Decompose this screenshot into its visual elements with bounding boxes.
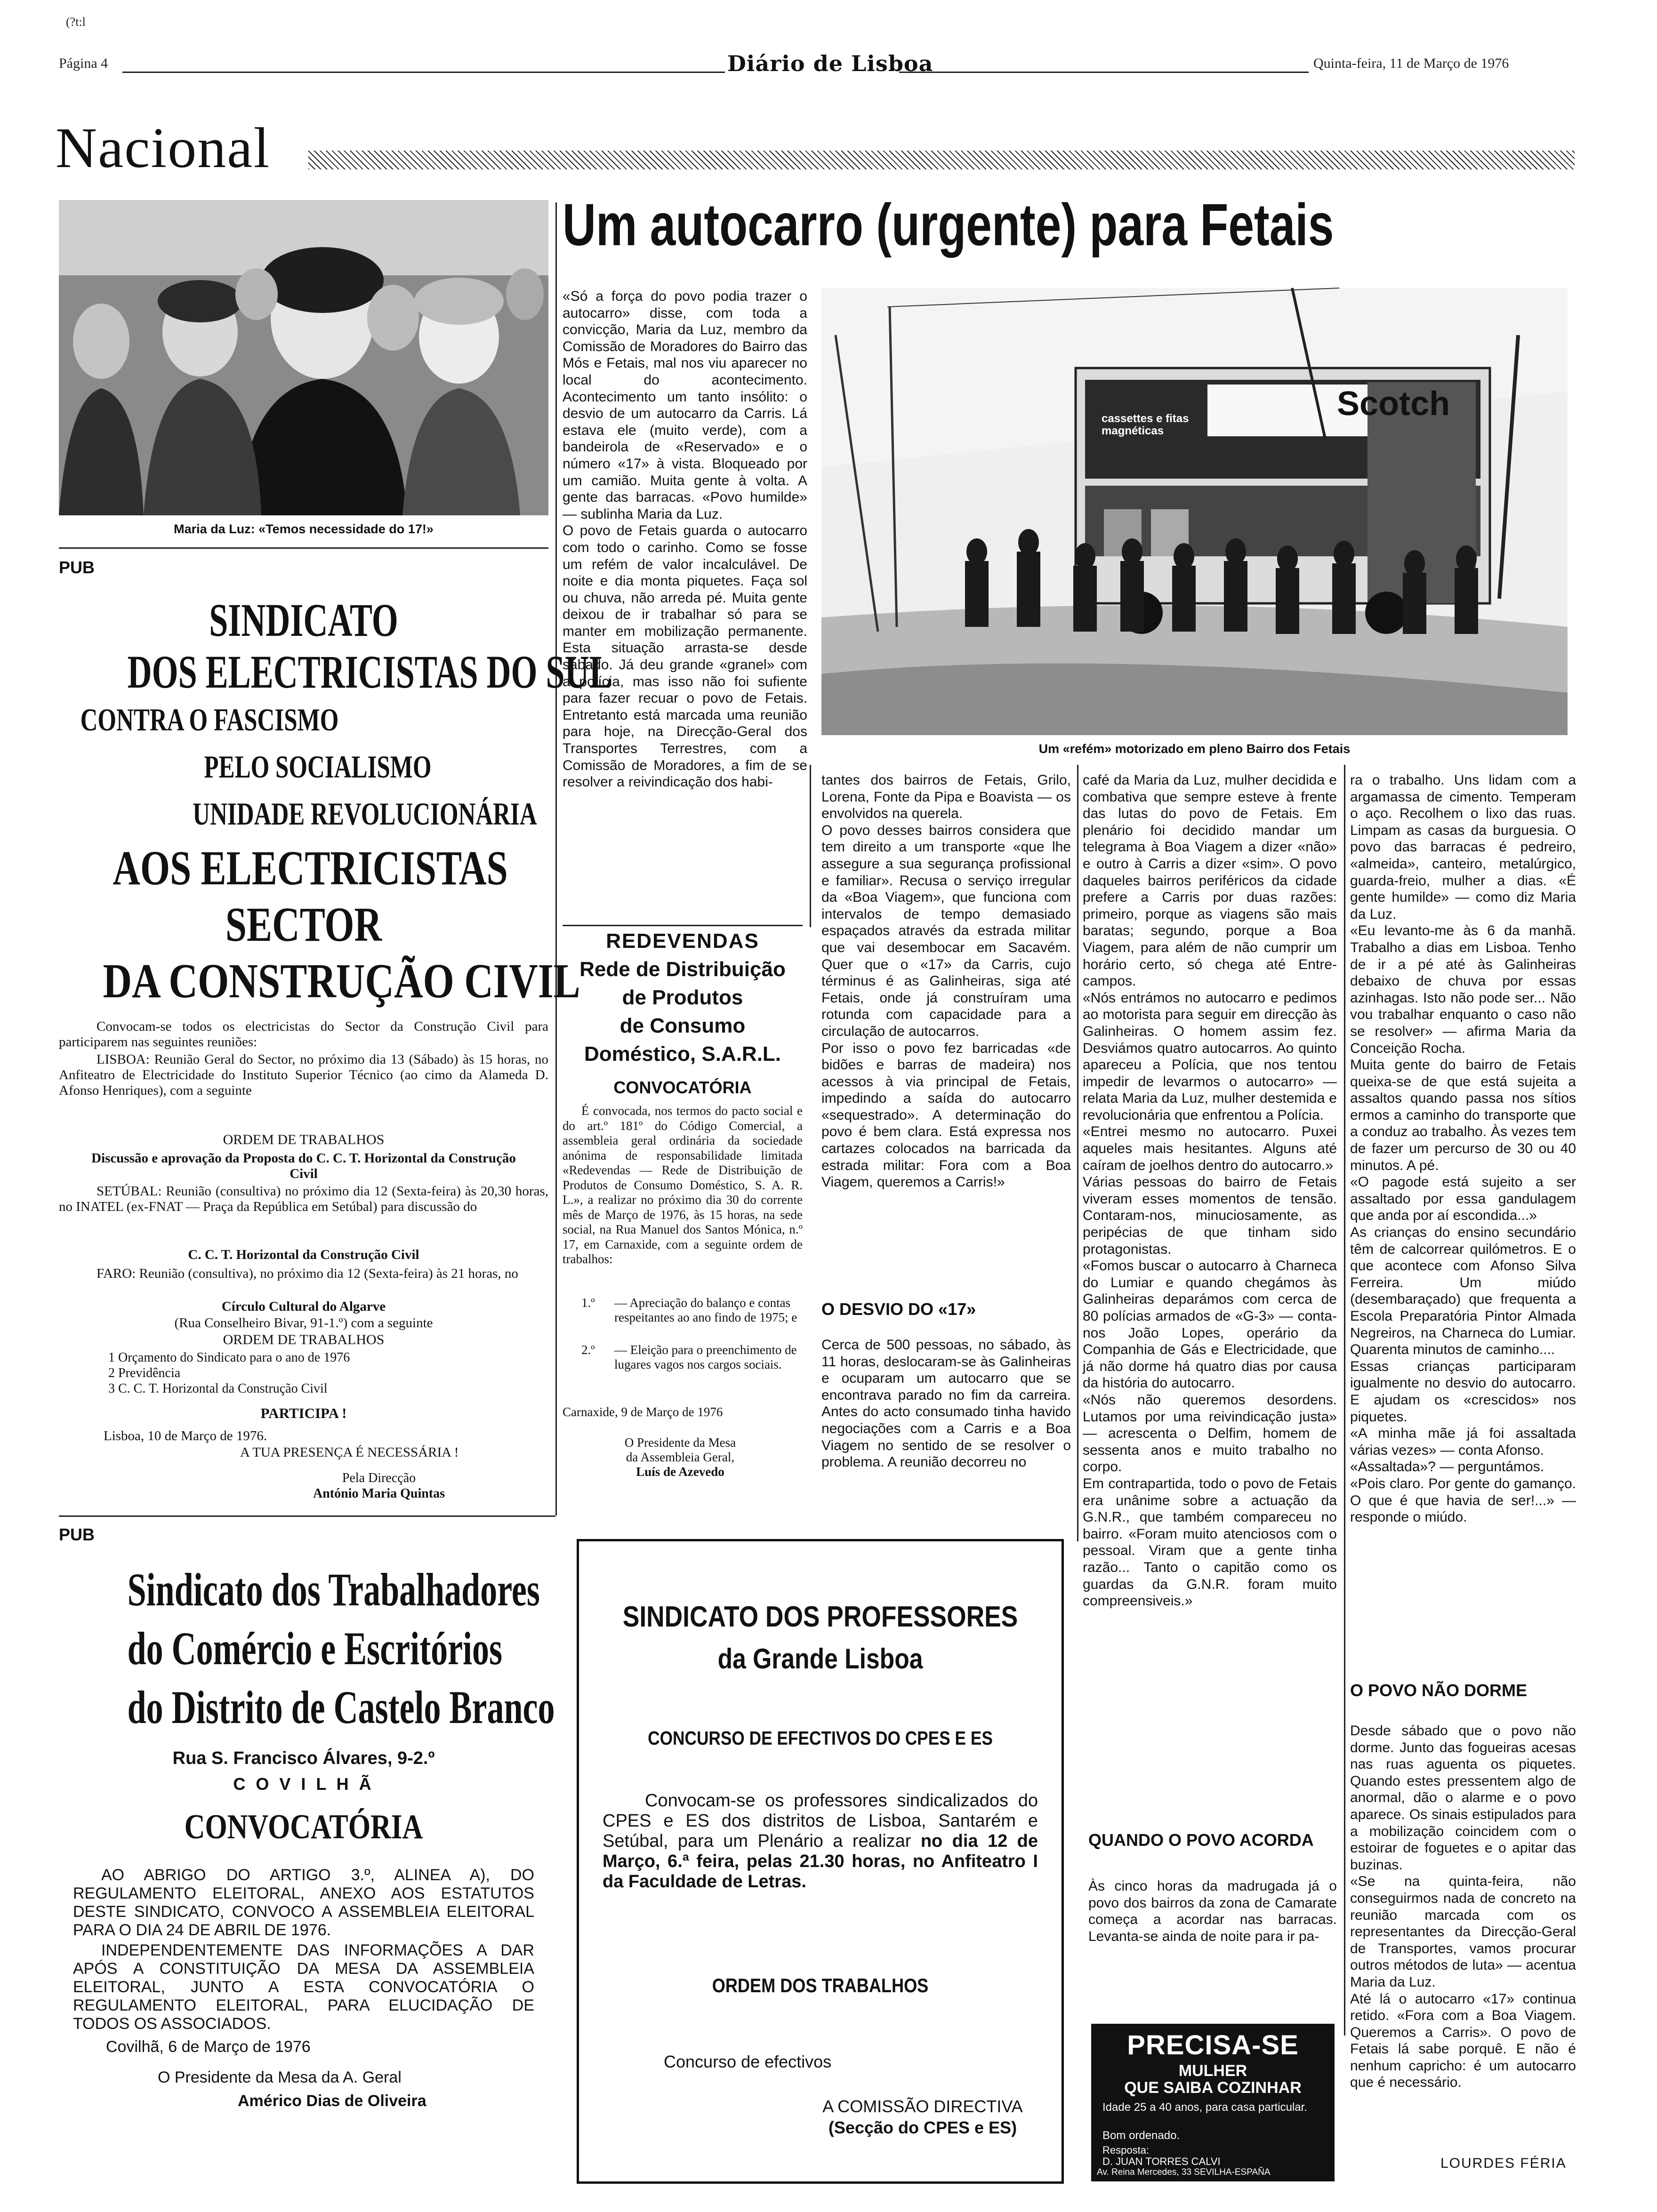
page-number: Página 4: [59, 56, 108, 71]
ad1-circulo: Círculo Cultural do Algarve: [221, 1299, 386, 1314]
section-title: Nacional: [56, 116, 271, 180]
ad2-addr: Rua S. Francisco Álvares, 9-2.º: [172, 1748, 435, 1768]
ad4-p1a: Convocam-se os professores sindicalizados do CPES e ES dos distritos de Lisboa, Santarém e Setúbal, para um Plenário a realizar: [603, 1791, 1038, 1851]
ad-professores: [577, 1539, 1064, 2184]
masthead: Diário de Lisboa: [727, 51, 933, 76]
ad1-data: Lisboa, 10 de Março de 1976.: [104, 1428, 267, 1443]
ad1-discussao: Discussão e aprovação da Proposta do C. C. T. Horizontal da Construção Civil: [91, 1151, 516, 1181]
column-divider-ad3-left: [555, 927, 557, 1515]
ad1-pela: Pela Direcção: [342, 1471, 416, 1485]
subhead-quando-acorda: QUANDO O POVO ACORDA: [1088, 1830, 1314, 1850]
article-col-2: tantes dos bairros de Fetais, Grilo, Lorena, Fonte da Pipa e Boavista — os envolvidos na querela. O povo desses bairros considera que tem direito a um transporte «que lhe assegure a sua segurança profissional e familiar». Recusa o serviço irregular da «Boa Viagem», que funciona com intervalos de tempo demasiado espaçados através da estrada militar que vai desembocar em Sacavém. Quer que o «17» da Carris, cujo términus é as Galinheiras, siga até Fetais, onde já construíram uma rotunda com capacidade para a circulação de autocarros. Por isso o povo fez barricadas «de bidões e barras de madeira) nos acessos à via principal de Fetais, impedindo a saída do autocarro «sequestrado». A determinação do povo é bem clara. Está expressa nos cartazes colocados na barricada da estrada militar: Fora com a Boa Viagem, queremos a Carris!»: [821, 772, 1071, 1190]
header-rule-left: [122, 72, 725, 73]
ad2-city: C O V I L H Ã: [233, 1774, 374, 1794]
ad3-date: Carnaxide, 9 de Março de 1976: [563, 1405, 723, 1419]
ad2-line-2: do Comércio e Escritórios: [127, 1622, 503, 1675]
ad1-item-2: 2 Previdência: [108, 1366, 181, 1380]
ad4-line-1: SINDICATO DOS PROFESSORES: [622, 1601, 1018, 1633]
column-divider-3: [1077, 765, 1078, 1541]
ad1-nome: António Maria Quintas: [313, 1486, 445, 1501]
bus-sign-text: cassettes e fitas magnéticas: [1102, 412, 1189, 438]
lead-photo: [59, 200, 548, 515]
ad3-line-3: de Produtos: [622, 986, 743, 1009]
subhead-desvio: O DESVIO DO «17»: [821, 1299, 976, 1319]
ad1-line-6: AOS ELECTRICISTAS: [113, 841, 508, 895]
ad2-sig-1: O Presidente da Mesa da A. Geral: [158, 2068, 402, 2086]
ad1-item-3: 3 C. C. T. Horizontal da Construção Civil: [108, 1381, 328, 1396]
bus-photo: [821, 288, 1568, 735]
ad1-line-7: SECTOR: [225, 898, 382, 952]
ad3-item-1-number: 1.º: [581, 1296, 595, 1310]
ad4-sig-2: (Secção do CPES e ES): [828, 2118, 1017, 2137]
column-divider-2a: [810, 765, 811, 927]
ad2-sig-2: Américo Dias de Oliveira: [238, 2092, 426, 2110]
ad1-ordem-2: ORDEM DE TRABALHOS: [223, 1332, 385, 1347]
ad3-line-2: Rede de Distribuição: [579, 958, 786, 981]
pub-label-1: PUB: [59, 558, 95, 577]
ad3-title: CONVOCATÓRIA: [613, 1078, 752, 1097]
header-date: Quinta-feira, 11 de Março de 1976: [1313, 56, 1509, 71]
ad2-p2: INDEPENDENTEMENTE DAS INFORMAÇÕES A DAR APÓS A CONSTITUIÇÃO DA MESA DA ASSEMBLEIA ELEITORAL, JUNTO A ESTA CONVOCATÓRIA O REGULAMENTO ELEITORAL, PARA ELUCIDAÇÃO DE TODOS OS ASSOCIADOS.: [73, 1941, 534, 2033]
lead-photo-caption: Maria da Luz: «Temos necessidade do 17!»: [174, 522, 434, 536]
ad5-line-7: Av. Reina Mercedes, 33 SEVILHA-ESPAÑA: [1097, 2167, 1271, 2177]
headline-box: [563, 191, 1579, 271]
ad1-line-1: SINDICATO: [209, 594, 398, 646]
ad3-line-1: REDEVENDAS: [606, 930, 759, 953]
ad3-sig-3: Luís de Azevedo: [636, 1465, 724, 1479]
ad5-line-4: Bom ordenado.: [1102, 2129, 1180, 2142]
ad1-participa: PARTICIPA !: [260, 1405, 347, 1421]
ad3-item-1: — Apreciação do balanço e contas respeitantes ao ano findo de 1975; e: [614, 1296, 797, 1324]
rule-ad3-top: [563, 925, 803, 926]
pub-label-2: PUB: [59, 1525, 95, 1544]
ad4-item: Concurso de efectivos: [664, 2052, 832, 2071]
article-col-4b: Desde sábado que o povo não dorme. Junto das fogueiras acesas nas ruas aguenta os piquetes. Quando estes pressentem algo de anormal, dão o alarme e o povo aparece. Os sinais estipulados para a mobilização coincidem com o estoirar de foguetes e o apitar das buzinas. «Se na quinta-feira, não conseguirmos nada de concreto na reunião marcada com os representantes da Direcção-Geral de Transportes, vamos procurar outros métodos de luta» — acentua Maria da Luz. Até lá o autocarro «17» continua retido. «Fora com a Boa Viagem. Queremos a Carris». O povo de Fetais lá sabe porquê. E não é nenhum capricho: é um autocarro que é necessário.: [1350, 1723, 1576, 2091]
ad4-sub: CONCURSO DE EFECTIVOS DO CPES E ES: [648, 1727, 993, 1749]
top-mark: (?t:l: [66, 15, 86, 29]
article-col-3b: Às cinco horas da madrugada já o povo dos bairros da zona de Camarate começa a acordar nas barracas. Levanta-se ainda de noite para ir pa-: [1088, 1878, 1337, 1944]
rule-under-caption: [59, 547, 548, 549]
ad4-ordem: ORDEM DOS TRABALHOS: [712, 1974, 929, 1996]
bus-illustration: [821, 288, 1568, 735]
ad4-line-2: da Grande Lisboa: [717, 1643, 923, 1675]
ad3-sig-2: da Assembleia Geral,: [626, 1450, 735, 1464]
ad1-necessaria: A TUA PRESENÇA É NECESSÁRIA !: [240, 1445, 459, 1460]
ad1-line-3: CONTRA O FASCISMO: [80, 702, 339, 737]
ad1-line-2: DOS ELECTRICISTAS DO SUL: [127, 646, 612, 698]
column-divider-4: [1344, 765, 1345, 2036]
byline: LOURDES FÉRIA: [1440, 2156, 1567, 2171]
crowd-illustration: [59, 200, 548, 515]
ad1-lisboa: LISBOA: Reunião Geral do Sector, no próximo dia 13 (Sábado) às 15 horas, no Anfiteatro de Electricidade do Instituto Superior Técnico (ao cimo da Alameda D. Afonso Henriques), com a seguinte: [59, 1052, 548, 1098]
ad5-line-6: D. JUAN TORRES CALVI: [1102, 2156, 1221, 2167]
article-col-4: ra o trabalho. Uns lidam com a argamassa de cimento. Temperam o aço. Recolhem o lixo das ruas. Limpam as casas da burguesia. O povo das barracas é pedreiro, «almeida», canteiro, metalúrgico, guarda-freio, mulher a dias. «É gente humilde» — como diz Maria da Luz. «Eu levanto-me às 6 da manhã. Trabalho a dias em Lisboa. Tenho de ir a pé até às Galinheiras debaixo de chuva por essas azinhagas. Isto não pode ser... Não vou trabalhar enquanto o caso não se resolver» — afirma Maria da Conceição Rocha. Muita gente do bairro de Fetais queixa-se de que está sujeita a assaltos quando passa nos sítios ermos a caminho do transporte que a conduz ao trabalho. Às vezes tem de fazer um percurso de 30 ou 40 minutos. A pé. «O pagode está sujeito a ser assaltado por essa gandulagem que anda por aí escondida...» As crianças do ensino secundário têm de calcorrear quilómetros. E o que acontece com Afonso Silva Ferreira. Um miúdo (desembaraçado) que frequenta a Escola Preparatória Pintor Almada Negreiros, na Charneca do Lumiar. Quarenta minutos de caminho.... Essas crianças participaram igualmente no desvio do autocarro. E ajudam os «crescidos» nos piquetes. «A minha mãe já foi assaltada várias vezes» — conta Afonso. «Assaltada»? — perguntámos. «Pois claro. Por gente do gamanço. O que é que havia de ser!...» — responde o miúdo.: [1350, 772, 1576, 1525]
ad3-item-2-number: 2.º: [581, 1343, 595, 1357]
section-hatch: [308, 151, 1575, 169]
ad4-p1b: no dia 12 de Março, 6.ª feira, pelas 21.30 horas, no Anfiteatro I da Faculdade de Letras.: [603, 1831, 1038, 1891]
bus-sign-brand: Scotch: [1337, 385, 1450, 423]
ad2-p1: AO ABRIGO DO ARTIGO 3.º, ALINEA A), DO REGULAMENTO ELEITORAL, ANEXO AOS ESTATUTOS DESTE SINDICATO, CONVOCO A ASSEMBLEIA ELEITORAL PARA O DIA 24 DE ABRIL DE 1976.: [73, 1866, 534, 1939]
ad4-paragraph: [603, 1791, 1038, 1892]
ad5-title: PRECISA-SE: [1127, 2030, 1299, 2060]
article-col-3: café da Maria da Luz, mulher decidida e combativa que sempre esteve à frente das lutas do povo de Fetais. Em plenário foi decidido mandar um telegrama à Boa Viagem a dizer «não» e outro à Carris a dizer «sim». O povo daqueles bairros periféricos da cidade prefere a Carris por duas razões: primeiro, porque as viagens são mais baratas; segundo, porque a Boa Viagem, para além de não cumprir um horário certo, só chega até Entre-campos. «Nós entrámos no autocarro e pedimos ao motorista para seguir em direcção às Galinheiras. O homem assim fez. Desviámos quatro autocarros. Ao quinto apareceu a Polícia, que nos tentou impedir de levarmos o autocarro» — relata Maria da Luz, mulher destemida e revolucionária que enfrentou a Polícia. «Entrei mesmo no autocarro. Puxei aqueles mais hesitantes. Alguns até caíram de joelhos dentro do autocarro.» Várias pessoas do bairro de Fetais viveram esses momentos de tensão. Contaram-nos, minuciosamente, as peripécias de que tinham sido protagonistas. «Fomos buscar o autocarro à Charneca do Lumiar e quando chegámos às Galinheiras deparámos com cerca de 80 polícias armados de «G-3» — conta-nos João Lopes, operário da Companhia de Gás e Electricidade, que já não dorme há quatro dias por causa da história do autocarro. «Nós não queremos desordens. Lutamos por uma reivindicação justa» — acrescenta o Delfim, homem de sessenta anos e muito trabalho no corpo. Em contrapartida, todo o povo de Fetais era unânime sobre a actuação da G.N.R., que também compareceu no bairro. «Foram muito atenciosos com o pessoal. Viram que a gente tinha razão... Tanto o capitão como os guardas da G.N.R. foram muito compreensiveis.»: [1083, 772, 1337, 1609]
bus-photo-caption: Um «refém» motorizado em pleno Bairro dos Fetais: [1038, 742, 1351, 756]
ad1-rua: (Rua Conselheiro Bivar, 91-1.º) com a seguinte: [174, 1315, 433, 1330]
rule-ad1-bottom: [59, 1515, 555, 1517]
ad1-line-8: DA CONSTRUÇÃO CIVIL: [103, 954, 580, 1008]
ad2-date: Covilhã, 6 de Março de 1976: [106, 2038, 311, 2056]
ad2-title: CONVOCATÓRIA: [184, 1808, 423, 1846]
ad1-ordem-1: ORDEM DE TRABALHOS: [223, 1132, 385, 1147]
header-rule-right: [899, 72, 1309, 73]
ad5-line-5: Resposta:: [1102, 2144, 1150, 2156]
ad1-line-5: UNIDADE REVOLUCIONÁRIA: [193, 796, 537, 832]
headline: Um autocarro (urgente) para Fetais: [563, 192, 1334, 258]
ad5-line-1: MULHER: [1178, 2062, 1247, 2080]
ad3-item-2: — Eleição para o preenchimento de lugares vagos nos cargos sociais.: [614, 1343, 797, 1371]
ad1-cct: C. C. T. Horizontal da Construção Civil: [188, 1247, 419, 1262]
ad1-faro: FARO: Reunião (consultiva), no próximo dia 12 (Sexta-feira) às 21 horas, no: [97, 1266, 518, 1281]
subhead-nao-dorme: O POVO NÃO DORME: [1350, 1681, 1528, 1700]
ad1-line-4: PELO SOCIALISMO: [204, 749, 432, 785]
ad3-line-5: Doméstico, S.A.R.L.: [584, 1042, 781, 1066]
ad1-setubal: SETÚBAL: Reunião (consultiva) no próximo dia 12 (Sexta-feira) às 20,30 horas, no INATEL (ex-FNAT — Praça da República em Setúbal) para discussão do: [59, 1184, 548, 1214]
ad5-line-3: Idade 25 a 40 anos, para casa particular.: [1102, 2101, 1307, 2114]
ad4-sig-1: A COMISSÃO DIRECTIVA: [822, 2097, 1023, 2116]
article-col-2b: Cerca de 500 pessoas, no sábado, às 11 horas, deslocaram-se às Galinheiras e ocuparam um autocarro que se encontrava parado no fim da carreira. Antes do acto consumado tinha havido negociações com a Carris e a Boa Viagem no sentido de se resolver o problema. A reunião decorreu no: [821, 1337, 1071, 1470]
ad2-line-1: Sindicato dos Trabalhadores: [127, 1563, 540, 1616]
ad3-text: É convocada, nos termos do pacto social e do art.º 181º do Código Comercial, a assembleia geral ordinária da sociedade anónima de responsabilidade limitada «Redevendas — Rede de Distribuição de Produtos de Consumo Doméstico, S. A. R. L.», a realizar no próximo dia 30 do corrente mês de Março de 1976, às 15 horas, na sede social, na Rua Manuel dos Santos Mónica, n.º 17, em Carnaxide, com a seguinte ordem de trabalhos:: [563, 1104, 803, 1266]
ad-precisa-se: [1091, 2024, 1335, 2181]
ad5-line-2: QUE SAIBA COZINHAR: [1124, 2079, 1302, 2097]
ad2-line-3: do Distrito de Castelo Branco: [127, 1681, 555, 1733]
ad1-item-1: 1 Orçamento do Sindicato para o ano de 1976: [108, 1350, 350, 1365]
article-col-1: «Só a força do povo podia trazer o autocarro» disse, com toda a convicção, Maria da Luz, membro da Comissão de Moradores do Bairro das Mós e Fetais, mal nos viu aparecer no local do acontecimento. Acontecimento um tanto insólito: o desvio de um autocarro da Carris. Lá estava ele (muito verde), com a bandeirola de «Reservado» e o número «17» à vista. Bloqueado por um camião. Muita gente à volta. A gente das barracas. «Povo humilde» — sublinha Maria da Luz. O povo de Fetais guarda o autocarro com todo o carinho. Como se fosse um refém de valor incalculável. De noite e dia monta piquetes. Faça sol ou chuva, não arreda pé. Muita gente deixou de ir trabalhar só para se manter em mobilização permanente. Esta situação arrasta-se desde sábado. Já deu grande «granel» com a polícia, mas isso não foi sufiente para fazer recuar o povo de Fetais. Entretanto está marcada uma reunião para hoje, na Direcção-Geral dos Transportes Terrestres, com a Comissão de Moradores, a fim de se resolver a reivindicação dos habi-: [563, 289, 807, 790]
ad3-line-4: de Consumo: [619, 1014, 746, 1037]
ad1-intro: Convocam-se todos os electricistas do Sector da Construção Civil para participarem nas seguintes reuniões:: [59, 1019, 548, 1050]
ad3-sig-1: O Presidente da Mesa: [624, 1435, 736, 1450]
